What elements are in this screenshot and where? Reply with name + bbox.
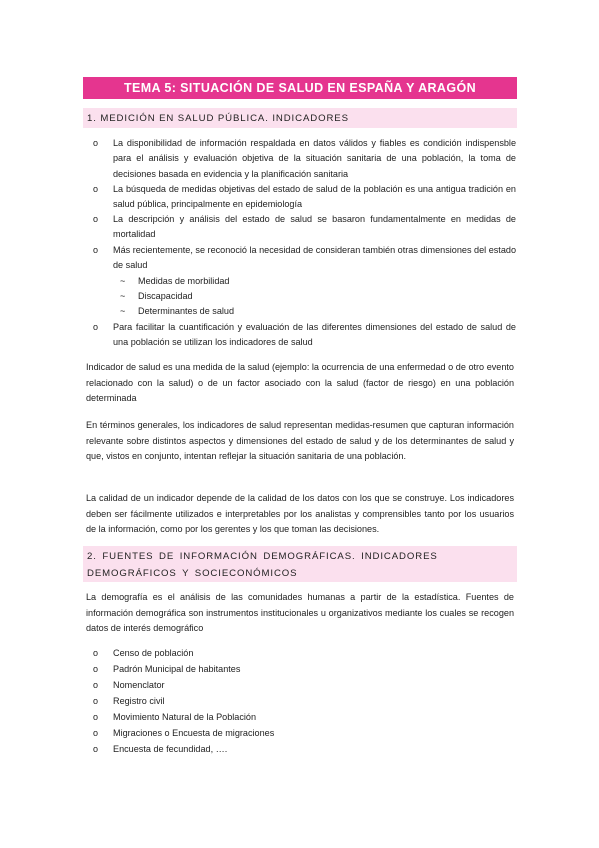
bullet-marker: o <box>93 322 99 332</box>
paragraph: En términos generales, los indicadores de salud representan medidas-resumen que capturan información relevante sobre distintos aspectos y dimensiones del estado de salud y de los determinantes de salud y que, vistos en conjunto, intentan reflejar la situación sanitaria de una población. <box>86 420 514 462</box>
sub-bullet-marker: ~ <box>120 276 126 286</box>
bullet-marker: o <box>93 664 99 674</box>
document-title: TEMA 5: SITUACIÓN DE SALUD EN ESPAÑA Y ARAGÓN <box>83 77 517 99</box>
list-item: La descripción y análisis del estado de salud se basaron fundamentalmente en medidas de mortalidad <box>113 214 516 240</box>
bullet-marker: o <box>93 744 99 754</box>
bullet-marker: o <box>93 184 99 194</box>
list-item: Más recientemente, se reconoció la necesidad de consideran también otras dimensiones del estado de salud <box>113 245 516 271</box>
list-item: Migraciones o Encuesta de migraciones <box>113 728 275 738</box>
bullet-marker: o <box>93 680 99 690</box>
sub-bullet-marker: ~ <box>120 306 126 316</box>
paragraph: La calidad de un indicador depende de la calidad de los datos con los que se construye. Los indicadores deben ser fácilmente utilizados e interpretables por los analistas y comprensibles tanto por los usuarios de la información, como por los gerentes y los que toman las decisiones. <box>86 493 514 535</box>
list-item: Nomenclator <box>113 680 165 690</box>
sub-bullet-marker: ~ <box>120 291 126 301</box>
list-item: Registro civil <box>113 696 165 706</box>
list-item: Padrón Municipal de habitantes <box>113 664 241 674</box>
list-item: Censo de población <box>113 648 194 658</box>
bullet-marker: o <box>93 245 99 255</box>
list-item: La búsqueda de medidas objetivas del estado de salud de la población es una antigua tradición en salud pública, principalmente en epidemiología <box>113 184 516 210</box>
sub-list-item: Discapacidad <box>138 291 193 301</box>
list-item: Movimiento Natural de la Población <box>113 712 257 722</box>
list-item: La disponibilidad de información respaldada en datos válidos y fiables es condición indispensble para el análisis y evaluación objetiva de la situación sanitaria de una población, la toma de decisiones basada en evidencia y la planificación sanitaria <box>113 138 516 179</box>
bullet-marker: o <box>93 728 99 738</box>
bullet-marker: o <box>93 214 99 224</box>
sub-list-item: Medidas de morbilidad <box>138 276 230 286</box>
bullet-marker: o <box>93 138 99 148</box>
bullet-marker: o <box>93 696 99 706</box>
paragraph: La demografía es el análisis de las comunidades humanas a partir de la estadística. Fuentes de información demográfica son instrumentos institucionales u organizativos mediante los cuales se recogen datos de interés demográfico <box>86 592 514 634</box>
paragraph: Indicador de salud es una medida de la salud (ejemplo: la ocurrencia de una enfermedad o de otro evento relacionado con la salud) o de un factor asociado con la salud (factor de riesgo) en una población determinada <box>86 362 514 404</box>
section-1-heading: 1. MEDICIÓN EN SALUD PÚBLICA. INDICADORES <box>83 108 517 128</box>
bullet-marker: o <box>93 712 99 722</box>
bullet-marker: o <box>93 648 99 658</box>
sub-list-item: Determinantes de salud <box>138 306 235 316</box>
list-item: Para facilitar la cuantificación y evaluación de las diferentes dimensiones del estado de salud de una población se utilizan los indicadores de salud <box>113 322 516 348</box>
list-item: Encuesta de fecundidad, …. <box>113 744 228 754</box>
section-2-heading: 2. FUENTES DE INFORMACIÓN DEMOGRÁFICAS. INDICADORES DEMOGRÁFICOS Y SOCIECONÓMICOS <box>83 546 517 582</box>
